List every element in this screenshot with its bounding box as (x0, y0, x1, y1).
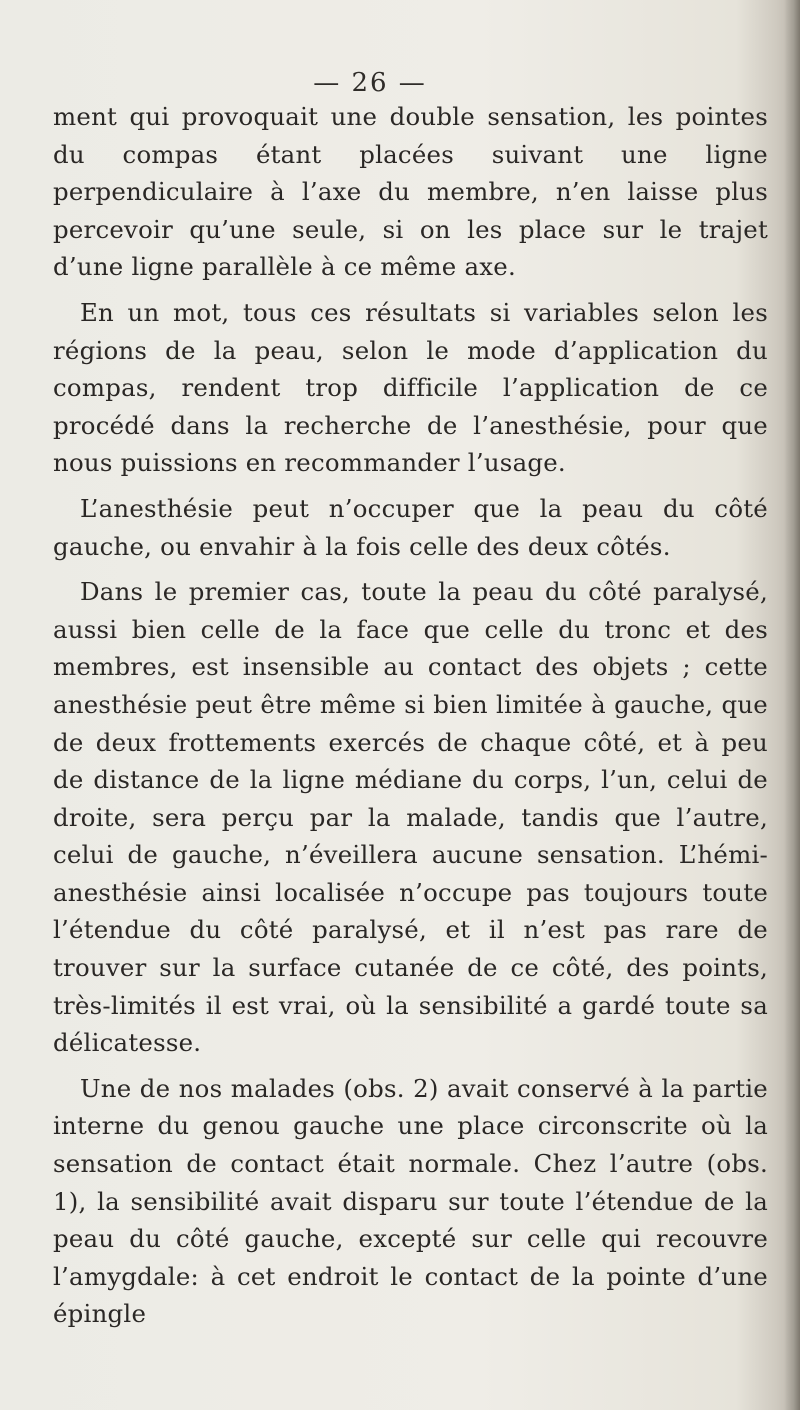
body-text (53, 98, 768, 1333)
paragraph-5: Une de nos malades (obs. 2) avait conservé à la partie interne du genou gauche une place circonscrite où la sensation de contact était normale. Chez l’autre (obs. 1), la sensibilité avait disparu sur toute l’étendue de la peau du côté gauche, excepté sur celle qui recouvre l’amygdale: à cet endroit le contact de la pointe d’une épingle (53, 1073, 768, 1329)
page-number-header: — 26 — (313, 68, 427, 98)
paragraph-3: L’anesthésie peut n’occuper que la peau du côté gauche, ou envahir à la fois celle des deux côtés. (53, 493, 768, 561)
paragraph-1: ment qui provoquait une double sensation, les pointes du compas étant placées suivant une ligne perpendiculaire à l’axe du membre, n’en laisse plus percevoir qu’une seule, si on les place sur le trajet d’une ligne parallèle à ce même axe. (53, 102, 768, 282)
paragraph-2: En un mot, tous ces résultats si variables selon les régions de la peau, selon le mode d’application du compas, rendent trop difficile l’application de ce procédé dans la recherche de l’anesthésie, pour que nous puissions en recommander l’usage. (53, 297, 768, 478)
paragraph-4: Dans le premier cas, toute la peau du côté paralysé, aussi bien celle de la face que celle du tronc et des membres, est insensible au contact des objets ; cette anesthésie peut être même si bien limitée à gauche, que de deux frottements exercés de chaque côté, et à peu de distance de la ligne médiane du corps, l’un, celui de droite, sera perçu par la malade, tandis que l’autre, celui de gauche, n’éveillera aucune sensation. L’hémi-anesthésie ainsi localisée n’occupe pas toujours toute l’étendue du côté paralysé, et il n’est pas rare de trouver sur la surface cutanée de ce côté, des points, très-limités il est vrai, où la sensibilité a gardé toute sa délicatesse. (53, 577, 768, 1058)
page-edge-shadow (784, 0, 800, 1410)
